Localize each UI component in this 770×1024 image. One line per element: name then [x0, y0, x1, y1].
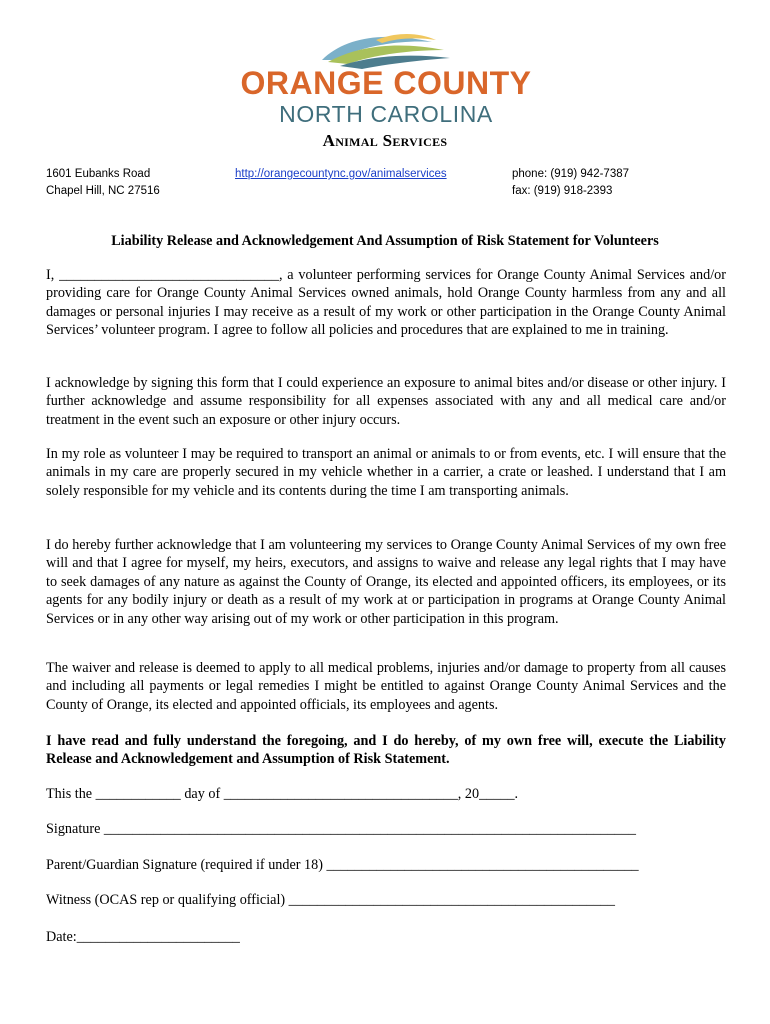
phone-number: phone: (919) 942-7387: [512, 168, 630, 180]
paragraph-waiver: I do hereby further acknowledge that I am volunteering my services to Orange County Animal Services of my own free will and that I agree for myself, my heirs, executors, and assigns to waive and release any legal rights that I may have to seek damages of any nature as against the County of Orange, its elected and appointed officers, its employees, or its agents for any bodily injury or death as a result of my work at or participation in programs at Orange County Animal Services or in any other way arising out of my work or other participation in this program.: [46, 537, 726, 627]
contact-numbers: [512, 166, 629, 200]
website: [235, 166, 447, 183]
address-city: Chapel Hill, NC 27516: [46, 185, 160, 197]
parent-signature-field[interactable]: Parent/Guardian Signature (required if under 18) ____________________________________________: [46, 857, 639, 873]
website-link[interactable]: http://orangecountync.gov/animalservices: [235, 168, 447, 180]
agency-name: Animal Services: [322, 131, 448, 150]
signature-field[interactable]: Signature ___________________________________________________________________________: [46, 821, 636, 837]
document-title: Liability Release and Acknowledgement And Assumption of Risk Statement for Volunteers: [111, 233, 659, 249]
fax-number: fax: (919) 918-2393: [512, 185, 613, 197]
acknowledgement-statement: I have read and fully understand the foregoing, and I do hereby, of my own free will, execute the Liability Release and Acknowledgement and Assumption of Risk Statement.: [46, 733, 726, 768]
paragraph-release: I, _______________________________, a volunteer performing services for Orange County Animal Services and/or providing care for Orange County Animal Services owned animals, hold Orange County harmless from any and all damages or personal injuries I may receive as a result of my work or other participation in the Orange County Animal Services’ volunteer program. I agree to follow all policies and procedures that are explained to me in training.: [46, 267, 726, 339]
date-field[interactable]: Date:_______________________: [46, 929, 240, 945]
address-street: 1601 Eubanks Road: [46, 168, 151, 180]
logo-title: ORANGE COUNTY: [240, 65, 532, 101]
witness-field[interactable]: Witness (OCAS rep or qualifying official) ______________________________________________: [46, 892, 615, 908]
paragraph-exposure: I acknowledge by signing this form that I could experience an exposure to animal bites and/or disease or other injury. I further acknowledge and assume responsibility for all expenses associated with any and all medical care and/or treatment in the event such an exposure or other injury occurs.: [46, 375, 726, 428]
orange-county-logo: [236, 28, 536, 130]
logo-subtitle: NORTH CAROLINA: [279, 101, 493, 127]
mailing-address: [46, 166, 160, 200]
paragraph-transport: In my role as volunteer I may be required to transport an animal or animals to or from events, etc. I will ensure that the animals in my care are properly secured in my vehicle whether in a carrier, a crate or leashed. I understand that I am solely responsible for my vehicle and its contents during the time I am transporting animals.: [46, 446, 726, 499]
date-line-field[interactable]: This the ____________ day of _________________________________, 20_____.: [46, 786, 519, 802]
paragraph-scope: The waiver and release is deemed to apply to all medical problems, injuries and/or damage to property from all causes and including all payments or legal remedies I might be entitled to against Orange County Animal Services and the County of Orange, its elected and appointed officials, its employees and agents.: [46, 660, 726, 713]
